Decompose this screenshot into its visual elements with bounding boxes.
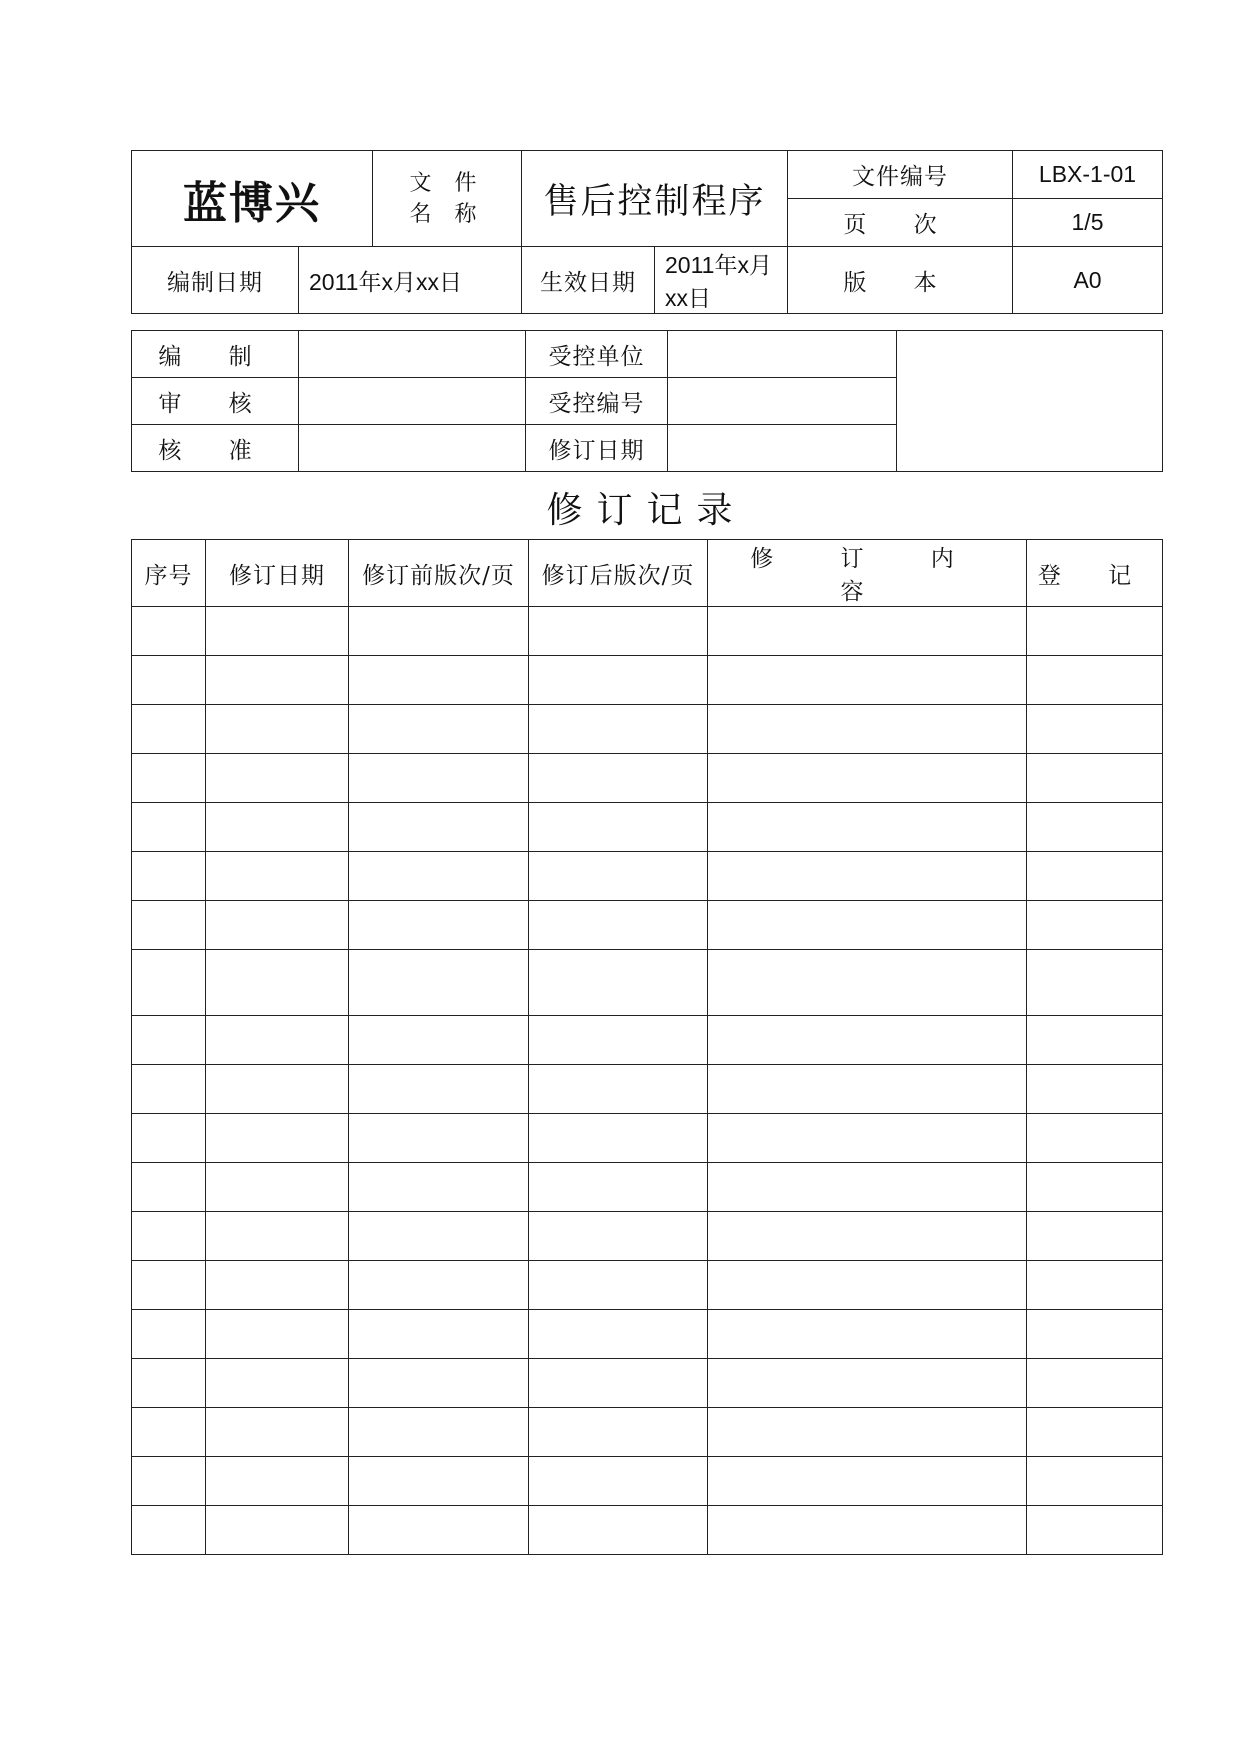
revision-table-cell — [708, 1163, 1027, 1212]
revision-table-cell — [349, 803, 529, 852]
revision-table-cell — [349, 1163, 529, 1212]
revision-table-cell — [349, 950, 529, 1016]
controlled-number-label: 受控编号 — [526, 378, 668, 425]
compile-value-cell — [299, 331, 526, 378]
revision-table-cell — [708, 1065, 1027, 1114]
revision-table-cell — [1027, 1408, 1163, 1457]
revision-table-cell — [206, 754, 349, 803]
revision-table-cell — [206, 1261, 349, 1310]
revision-table-row — [132, 705, 1163, 754]
revision-table-cell — [1027, 754, 1163, 803]
revision-table-cell — [529, 1163, 708, 1212]
revision-table-row — [132, 950, 1163, 1016]
effective-date-value: 2011年x月xx日 — [655, 247, 788, 314]
revision-table-cell — [529, 607, 708, 656]
col-header-seq: 序号 — [132, 540, 206, 607]
col-header-revision-content: 修 订 内 容 — [708, 540, 1027, 607]
revision-table-cell — [1027, 1212, 1163, 1261]
version-value: A0 — [1013, 247, 1163, 314]
revision-table-cell — [349, 656, 529, 705]
revision-table-cell — [132, 1408, 206, 1457]
revision-table-cell — [132, 1261, 206, 1310]
revision-table-cell — [206, 950, 349, 1016]
controlled-unit-label: 受控单位 — [526, 331, 668, 378]
compile-date-label: 编制日期 — [132, 247, 299, 314]
revision-table-cell — [1027, 1114, 1163, 1163]
revision-table-cell — [708, 852, 1027, 901]
revision-table-row — [132, 852, 1163, 901]
revision-table-row — [132, 607, 1163, 656]
revision-table-row — [132, 1163, 1163, 1212]
col-header-after-version: 修订后版次/页 — [529, 540, 708, 607]
revision-table-cell — [708, 1310, 1027, 1359]
revision-table-cell — [349, 1310, 529, 1359]
col-header-before-version: 修订前版次/页 — [349, 540, 529, 607]
revision-table-cell — [529, 1506, 708, 1555]
company-name: 蓝博兴 — [132, 151, 373, 247]
revision-table-cell — [206, 607, 349, 656]
file-name-label-line1: 文 件 — [409, 170, 485, 196]
revision-table-cell — [708, 705, 1027, 754]
col-header-revision-date: 修订日期 — [206, 540, 349, 607]
revision-table-cell — [529, 1016, 708, 1065]
revision-table-cell — [349, 1212, 529, 1261]
revision-table-cell — [1027, 1065, 1163, 1114]
revision-table-cell — [349, 1457, 529, 1506]
revision-table-cell — [349, 1016, 529, 1065]
revision-table-cell — [349, 607, 529, 656]
approve-value-cell — [299, 425, 526, 472]
document-title: 售后控制程序 — [522, 151, 788, 247]
revision-table-cell — [132, 901, 206, 950]
revision-table-cell — [132, 1310, 206, 1359]
revision-table-cell — [206, 1065, 349, 1114]
revision-table-cell — [206, 1310, 349, 1359]
doc-number-label: 文件编号 — [788, 151, 1013, 199]
revision-table-cell — [708, 607, 1027, 656]
revision-table-cell — [132, 705, 206, 754]
revision-table-cell — [529, 1261, 708, 1310]
revision-table-cell — [132, 1212, 206, 1261]
controlled-number-value-cell — [668, 378, 897, 425]
effective-date-label: 生效日期 — [522, 247, 655, 314]
review-value-cell — [299, 378, 526, 425]
revision-table-cell — [206, 852, 349, 901]
revision-table-cell — [708, 656, 1027, 705]
revision-table-cell — [708, 1359, 1027, 1408]
compile-date-value: 2011年x月xx日 — [299, 247, 522, 314]
revision-table-cell — [1027, 950, 1163, 1016]
revision-table-row — [132, 656, 1163, 705]
revision-table-row — [132, 1114, 1163, 1163]
revision-table-cell — [206, 1016, 349, 1065]
page-value: 1/5 — [1013, 199, 1163, 247]
revision-table-header — [132, 540, 1163, 607]
revision-table-cell — [349, 1261, 529, 1310]
revision-table-cell — [1027, 1457, 1163, 1506]
revision-table-cell — [206, 1163, 349, 1212]
revision-table-row — [132, 1506, 1163, 1555]
revision-table-cell — [1027, 803, 1163, 852]
revision-table-cell — [708, 1457, 1027, 1506]
revision-table-cell — [708, 1408, 1027, 1457]
revision-table-cell — [349, 852, 529, 901]
revision-table-cell — [349, 1408, 529, 1457]
revision-table-cell — [132, 607, 206, 656]
revision-table-cell — [132, 1163, 206, 1212]
revision-table-row — [132, 1408, 1163, 1457]
document-header-table — [131, 150, 1163, 314]
revision-table-cell — [206, 1359, 349, 1408]
revision-table-row — [132, 1359, 1163, 1408]
revision-table-cell — [132, 1457, 206, 1506]
revision-table-cell — [1027, 901, 1163, 950]
revision-table-cell — [349, 754, 529, 803]
revision-table-cell — [206, 1506, 349, 1555]
revision-table-cell — [206, 1212, 349, 1261]
revision-table-cell — [206, 705, 349, 754]
version-label: 版 本 — [788, 247, 1013, 314]
revision-table-cell — [529, 901, 708, 950]
revision-table-cell — [349, 1359, 529, 1408]
file-name-label-line2: 名 称 — [409, 201, 485, 227]
revision-table-cell — [349, 1506, 529, 1555]
revision-table-cell — [708, 1114, 1027, 1163]
revision-table-cell — [708, 754, 1027, 803]
revision-table-cell — [1027, 1310, 1163, 1359]
revision-table-row — [132, 803, 1163, 852]
stamp-area — [897, 331, 1163, 472]
revision-table-cell — [1027, 705, 1163, 754]
revision-table-cell — [132, 1016, 206, 1065]
doc-number-value: LBX-1-01 — [1013, 151, 1163, 199]
page-label: 页 次 — [788, 199, 1013, 247]
revision-table-row — [132, 1261, 1163, 1310]
revision-date-label: 修订日期 — [526, 425, 668, 472]
revision-table-cell — [529, 1359, 708, 1408]
revision-table-cell — [1027, 1163, 1163, 1212]
revision-table-row — [132, 754, 1163, 803]
revision-table-cell — [206, 1457, 349, 1506]
revision-table-cell — [206, 1114, 349, 1163]
revision-table-cell — [529, 950, 708, 1016]
revision-table-cell — [349, 1065, 529, 1114]
revision-table-cell — [529, 1457, 708, 1506]
revision-table-row — [132, 1457, 1163, 1506]
revision-table-cell — [349, 901, 529, 950]
revision-table-row — [132, 901, 1163, 950]
revision-table-cell — [708, 1261, 1027, 1310]
revision-table-body — [132, 607, 1163, 1555]
revision-table-cell — [1027, 1016, 1163, 1065]
revision-table-cell — [206, 901, 349, 950]
controlled-unit-value-cell — [668, 331, 897, 378]
approval-table — [131, 330, 1163, 472]
revision-table-cell — [529, 1212, 708, 1261]
file-name-label — [373, 151, 522, 247]
col-header-register: 登 记 — [1027, 540, 1163, 607]
revision-table-cell — [1027, 1359, 1163, 1408]
revision-table-cell — [708, 901, 1027, 950]
revision-table-cell — [708, 1016, 1027, 1065]
revision-table-cell — [529, 1310, 708, 1359]
revision-record-table — [131, 539, 1163, 1555]
approve-label: 核 准 — [132, 425, 299, 472]
revision-table-cell — [708, 1212, 1027, 1261]
revision-table-cell — [1027, 1261, 1163, 1310]
revision-record-heading: 修订记录 — [546, 490, 747, 531]
revision-table-cell — [132, 852, 206, 901]
revision-table-cell — [206, 803, 349, 852]
revision-table-cell — [529, 1114, 708, 1163]
revision-table-cell — [1027, 1506, 1163, 1555]
revision-table-cell — [132, 950, 206, 1016]
revision-table-cell — [132, 803, 206, 852]
revision-table-cell — [1027, 607, 1163, 656]
revision-table-row — [132, 1016, 1163, 1065]
revision-table-cell — [1027, 852, 1163, 901]
revision-table-cell — [349, 705, 529, 754]
revision-table-row — [132, 1310, 1163, 1359]
revision-table-cell — [529, 754, 708, 803]
compile-label: 编 制 — [132, 331, 299, 378]
revision-table-cell — [529, 852, 708, 901]
revision-table-cell — [708, 1506, 1027, 1555]
revision-table-cell — [529, 803, 708, 852]
revision-table-cell — [132, 1065, 206, 1114]
revision-table-row — [132, 1065, 1163, 1114]
revision-table-cell — [529, 1408, 708, 1457]
revision-table-cell — [132, 1506, 206, 1555]
revision-table-cell — [206, 656, 349, 705]
revision-table-cell — [529, 1065, 708, 1114]
revision-table-cell — [132, 754, 206, 803]
revision-table-cell — [132, 1359, 206, 1408]
revision-table-cell — [132, 1114, 206, 1163]
revision-table-cell — [529, 656, 708, 705]
revision-date-value-cell — [668, 425, 897, 472]
revision-table-cell — [132, 656, 206, 705]
revision-table-cell — [206, 1408, 349, 1457]
revision-table-cell — [708, 803, 1027, 852]
review-label: 审 核 — [132, 378, 299, 425]
revision-table-row — [132, 1212, 1163, 1261]
revision-table-cell — [1027, 656, 1163, 705]
revision-table-cell — [708, 950, 1027, 1016]
revision-table-cell — [349, 1114, 529, 1163]
revision-table-cell — [529, 705, 708, 754]
